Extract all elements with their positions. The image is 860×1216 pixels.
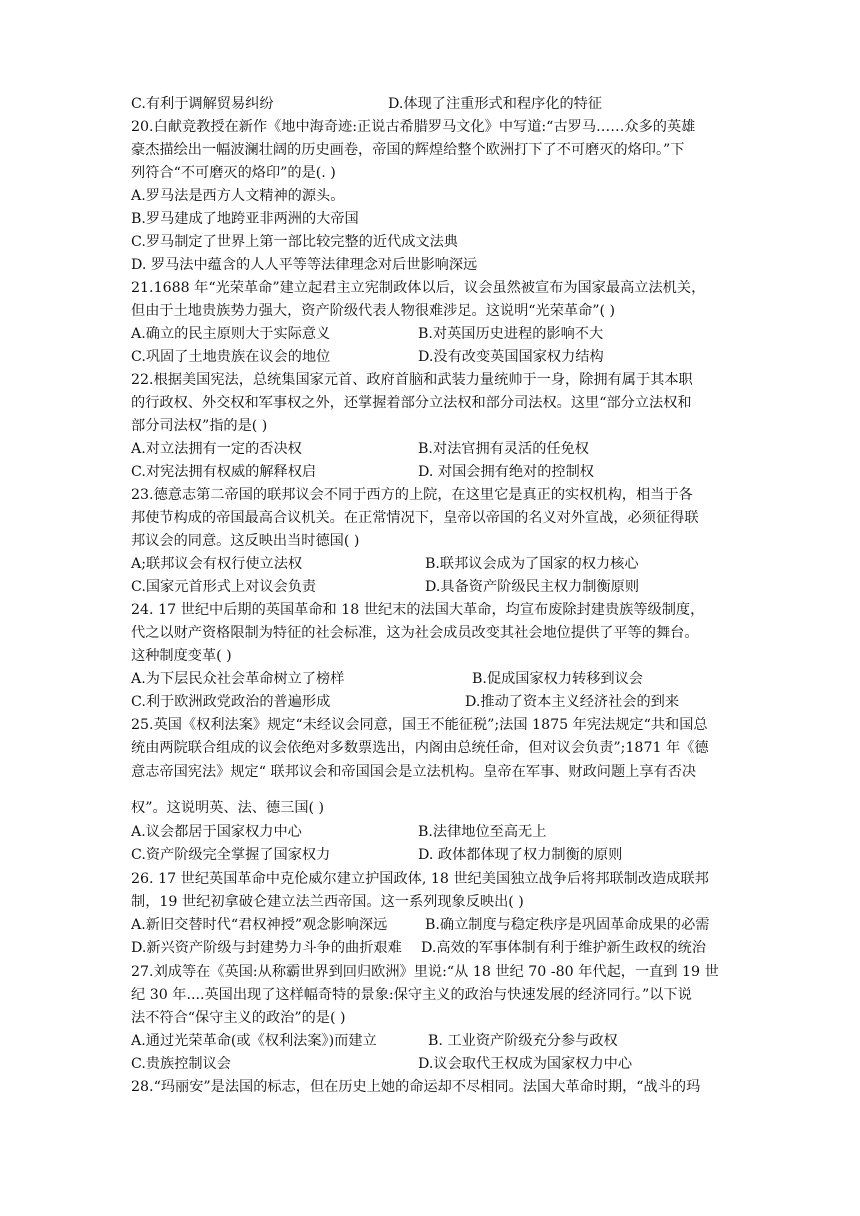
- line-text: A.罗马法是西方人文精神的源头。: [131, 188, 345, 204]
- text-line: [131, 277, 741, 299]
- line-text: 27.刘成等在《英国:从称霸世界到回归欧洲》里说:“从 18 世纪 70 -80 年代起，一直到 19 世: [131, 964, 719, 980]
- text-line: [131, 116, 741, 138]
- text-line: [131, 346, 741, 368]
- text-line: [131, 821, 741, 843]
- text-line: [131, 415, 741, 437]
- option-text: D. 对国会拥有绝对的控制权: [418, 464, 594, 480]
- text-line: [131, 645, 741, 667]
- option-text: D. 政体都体现了权力制衡的原则: [418, 847, 623, 863]
- text-line: [131, 668, 741, 690]
- text-line: [131, 507, 741, 529]
- line-text: 部分司法权”指的是( ): [131, 418, 268, 434]
- option-text: B.联邦议会成为了国家的权力核心: [425, 556, 639, 572]
- text-line: [131, 714, 741, 736]
- line-text: 列符合“不可磨灭的烙印”的是(. ): [131, 165, 336, 181]
- line-text: 法不符合“保守主义的政治”的是( ): [131, 1010, 346, 1026]
- line-text: 意志帝国宪法》规定“ 联邦议会和帝国国会是立法机构。皇帝在军事、财政问题上享有否决: [131, 764, 697, 780]
- line-text: A.对立法拥有一定的否决权: [131, 441, 302, 457]
- text-line: [131, 599, 741, 621]
- text-line: [131, 208, 741, 230]
- line-text: C.巩固了土地贵族在议会的地位: [131, 349, 331, 365]
- line-text: C.罗马制定了世界上第一部比较完整的近代成文法典: [131, 234, 458, 250]
- text-line: [131, 300, 741, 322]
- line-text: 24. 17 世纪中后期的英国革命和 18 世纪末的法国大革命，均宣布废除封建贵族等级制度，: [131, 602, 705, 618]
- line-text: 25.英国《权利法案》规定“未经议会同意，国王不能征税”;法国 1875 年宪法规定“共和国总: [131, 717, 708, 733]
- text-line: [131, 622, 741, 644]
- text-line: [131, 139, 741, 161]
- text-line: [131, 576, 741, 598]
- text-line: [131, 93, 741, 115]
- line-text: 20.白献竞教授在新作《地中海奇迹:正说古希腊罗马文化》中写道:“古罗马……众多的英雄: [131, 119, 696, 135]
- line-text: 26. 17 世纪英国革命中克伦威尔建立护国政体, 18 世纪美国独立战争后将邦联制改造成联邦: [131, 871, 709, 887]
- line-text: 23.德意志第二帝国的联邦议会不同于西方的上院，在这里它是真正的实权机构，相当于各: [131, 487, 693, 503]
- text-line: [131, 937, 741, 959]
- option-text: D.高效的军事体制有利于维护新生政权的统治: [421, 940, 706, 956]
- text-line: [131, 530, 741, 552]
- line-text: 邦议会的同意。这反映出当时德国( ): [131, 533, 360, 549]
- line-text: 权”。这说明英、法、德三国( ): [131, 800, 325, 816]
- text-line: [131, 254, 741, 276]
- line-text: B.罗马建成了地跨亚非两洲的大帝国: [131, 211, 359, 227]
- text-line: [131, 323, 741, 345]
- text-line: [131, 868, 741, 890]
- line-text: 制，19 世纪初拿破仑建立法兰西帝国。这一系列现象反映出( ): [131, 894, 524, 910]
- line-text: 统由两院联合组成的议会依绝对多数票选出，内阁由总统任命，但对议会负责”;1871 年《德: [131, 740, 709, 756]
- text-line: [131, 1076, 741, 1098]
- text-line: [131, 737, 741, 759]
- text-line: [131, 1030, 741, 1052]
- option-text: D.推动了资本主义经济社会的到来: [465, 694, 680, 710]
- text-line: [131, 761, 741, 783]
- line-text: 代之以财产资格限制为特征的社会标准，这为社会成员改变其社会地位提供了平等的舞台。: [131, 625, 699, 641]
- text-line: [131, 461, 741, 483]
- option-text: B.对法官拥有灵活的任免权: [418, 441, 589, 457]
- option-text: B. 工业资产阶级充分参与政权: [428, 1033, 618, 1049]
- text-line: [131, 844, 741, 866]
- line-text: C.国家元首形式上对议会负责: [131, 579, 317, 595]
- option-text: D.议会取代王权成为国家权力中心: [418, 1056, 633, 1072]
- line-text: A;联邦议会有权行使立法权: [131, 556, 303, 572]
- text-line: [131, 231, 741, 253]
- text-line: [131, 914, 741, 936]
- option-text: B.确立制度与稳定秩序是巩固革命成果的必需: [425, 917, 710, 933]
- line-text: A.通过光荣革命(或《权利法案》)而建立: [131, 1033, 377, 1049]
- text-line: [131, 797, 741, 819]
- option-text: B.对英国历史进程的影响不大: [418, 326, 604, 342]
- text-line: [131, 484, 741, 506]
- text-line: [131, 392, 741, 414]
- line-text: 这种制度变革( ): [131, 648, 232, 664]
- line-text: 21.1688 年“光荣革命”建立起君主立宪制政体以后，议会虽然被宣布为国家最高立法机关，: [131, 280, 706, 296]
- line-text: C.贵族控制议会: [131, 1056, 231, 1072]
- text-line: [131, 961, 741, 983]
- line-text: A.为下层民众社会革命树立了榜样: [131, 671, 345, 687]
- option-text: B.促成国家权力转移到议会: [472, 671, 643, 687]
- text-line: [131, 1007, 741, 1029]
- line-text: C.有利于调解贸易纠纷: [131, 96, 274, 112]
- line-text: A.新旧交替时代“君权神授”观念影响深远: [131, 917, 388, 933]
- text-line: [131, 984, 741, 1006]
- line-text: 28.“玛丽安”是法国的标志，但在历史上她的命运却不尽相同。法国大革命时期，“战斗的玛: [131, 1079, 701, 1095]
- line-text: A.确立的民主原则大于实际意义: [131, 326, 331, 342]
- line-text: 邦使节构成的帝国最高合议机关。在正常情况下，皇帝以帝国的名义对外宣战，必须征得联: [131, 510, 699, 526]
- text-line: [131, 162, 741, 184]
- option-text: B.法律地位至高无上: [418, 824, 547, 840]
- text-line: [131, 185, 741, 207]
- line-text: C.对宪法拥有权威的解释权启: [131, 464, 317, 480]
- line-text: D.新兴资产阶级与封建势力斗争的曲折艰难: [131, 940, 402, 956]
- option-text: D.没有改变英国国家权力结构: [418, 349, 604, 365]
- text-line: [131, 891, 741, 913]
- line-text: A.议会都居于国家权力中心: [131, 824, 302, 840]
- text-line: [131, 369, 741, 391]
- line-text: C.利于欧洲政党政治的普遍形成: [131, 694, 331, 710]
- line-text: 但由于土地贵族势力强大，资产阶级代表人物很难涉足。这说明“光荣革命”( ): [131, 303, 616, 319]
- text-line: [131, 691, 741, 713]
- text-line: [131, 438, 741, 460]
- line-text: 豪杰描绘出一幅波澜壮阔的历史画卷，帝国的辉煌给整个欧洲打下了不可磨灭的烙印。”下: [131, 142, 685, 158]
- line-text: 的行政权、外交权和军事权之外，还掌握着部分立法权和部分司法权。这里“部分立法权和: [131, 395, 692, 411]
- line-text: 22.根据美国宪法，总统集国家元首、政府首脑和武装力量统帅于一身，除拥有属于其本职: [131, 372, 693, 388]
- line-text: C.资产阶级完全掌握了国家权力: [131, 847, 331, 863]
- text-line: [131, 553, 741, 575]
- line-text: D. 罗马法中蕴含的人人平等等法律理念对后世影响深远: [131, 257, 478, 273]
- option-text: D.具备资产阶级民主权力制衡原则: [425, 579, 640, 595]
- option-text: D.体现了注重形式和程序化的特征: [388, 96, 603, 112]
- text-line: [131, 1053, 741, 1075]
- line-text: 纪 30 年....英国出现了这样幅奇特的景象:保守主义的政治与快速发展的经济同行。”以下说: [131, 987, 692, 1003]
